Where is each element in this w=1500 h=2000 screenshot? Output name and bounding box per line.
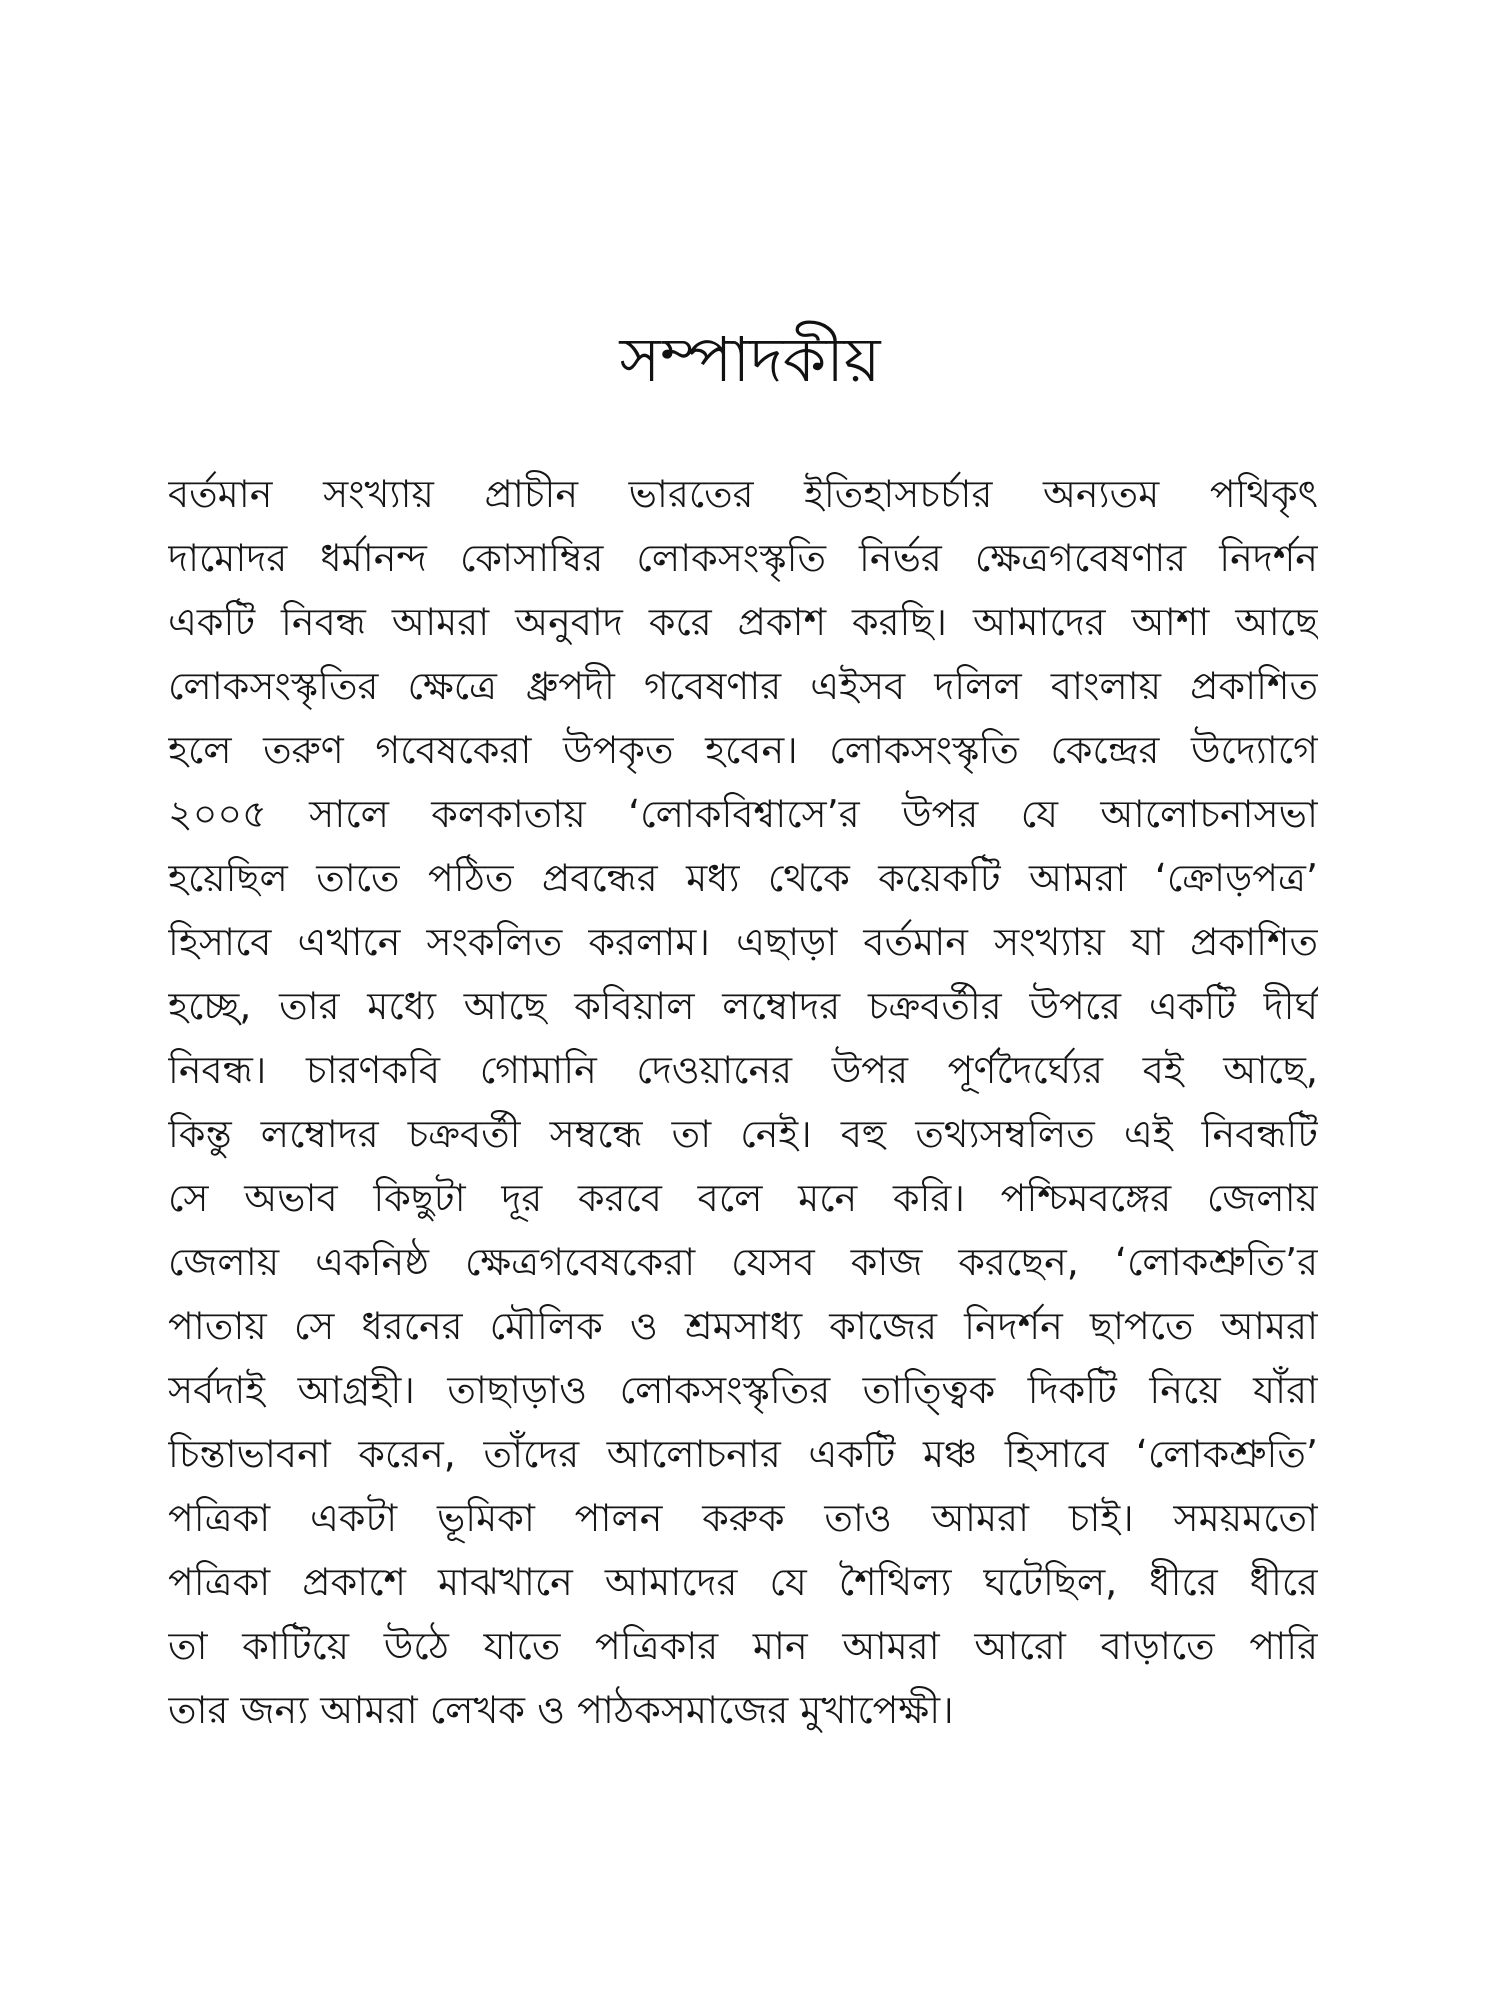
body-line: নিবন্ধ। চারণকবি গোমানি দেওয়ানের উপর পূর্ণদৈর্ঘ্যের বই আছে, [168,1048,1318,1092]
body-line: হলে তরুণ গবেষকেরা উপকৃত হবেন। লোকসংস্কৃতি কেন্দ্রের উদ্যোগে [168,728,1318,772]
body-line: পত্রিকা একটা ভূমিকা পালন করুক তাও আমরা চাই। সময়মতো [168,1496,1318,1540]
body-line: পাতায় সে ধরনের মৌলিক ও শ্রমসাধ্য কাজের নিদর্শন ছাপতে আমরা [168,1304,1318,1348]
body-line: চিন্তাভাবনা করেন, তাঁদের আলোচনার একটি মঞ্চ হিসাবে ‘লোকশ্রুতি’ [168,1432,1318,1476]
body-line: পত্রিকা প্রকাশে মাঝখানে আমাদের যে শৈথিল্য ঘটেছিল, ধীরে ধীরে [168,1560,1318,1604]
page-title: সম্পাদকীয় [619,323,881,396]
body-line: সে অভাব কিছুটা দূর করবে বলে মনে করি। পশ্চিমবঙ্গের জেলায় [168,1176,1318,1220]
body-line: কিন্তু লম্বোদর চক্রবর্তী সম্বন্ধে তা নেই। বহু তথ্যসম্বলিত এই নিবন্ধটি [168,1112,1318,1156]
body-line: হিসাবে এখানে সংকলিত করলাম। এছাড়া বর্তমান সংখ্যায় যা প্রকাশিত [168,920,1318,964]
body-line: দামোদর ধর্মানন্দ কোসাম্বির লোকসংস্কৃতি নির্ভর ক্ষেত্রগবেষণার নিদর্শন [168,536,1318,580]
body-line-last: তার জন্য আমরা লেখক ও পাঠকসমাজের মুখাপেক্ষী। [168,1688,954,1732]
body-line: তা কাটিয়ে উঠে যাতে পত্রিকার মান আমরা আরো বাড়াতে পারি [168,1624,1318,1668]
body-line: জেলায় একনিষ্ঠ ক্ষেত্রগবেষকেরা যেসব কাজ করছেন, ‘লোকশ্রুতি’র [168,1240,1318,1284]
editorial-body [168,462,1318,1742]
body-line: ২০০৫ সালে কলকাতায় ‘লোকবিশ্বাসে’র উপর যে আলোচনাসভা [168,792,1318,836]
body-line: লোকসংস্কৃতির ক্ষেত্রে ধ্রুপদী গবেষণার এইসব দলিল বাংলায় প্রকাশিত [168,664,1318,708]
body-line: বর্তমান সংখ্যায় প্রাচীন ভারতের ইতিহাসচর্চার অন্যতম পথিকৃৎ [168,472,1318,516]
body-line: সর্বদাই আগ্রহী। তাছাড়াও লোকসংস্কৃতির তাত্ত্বিক দিকটি নিয়ে যাঁরা [168,1368,1318,1412]
body-line: হয়েছিল তাতে পঠিত প্রবন্ধের মধ্য থেকে কয়েকটি আমরা ‘ক্রোড়পত্র’ [168,856,1318,900]
body-line: একটি নিবন্ধ আমরা অনুবাদ করে প্রকাশ করছি। আমাদের আশা আছে [168,600,1318,644]
body-line: হচ্ছে, তার মধ্যে আছে কবিয়াল লম্বোদর চক্রবর্তীর উপরে একটি দীর্ঘ [168,984,1318,1028]
